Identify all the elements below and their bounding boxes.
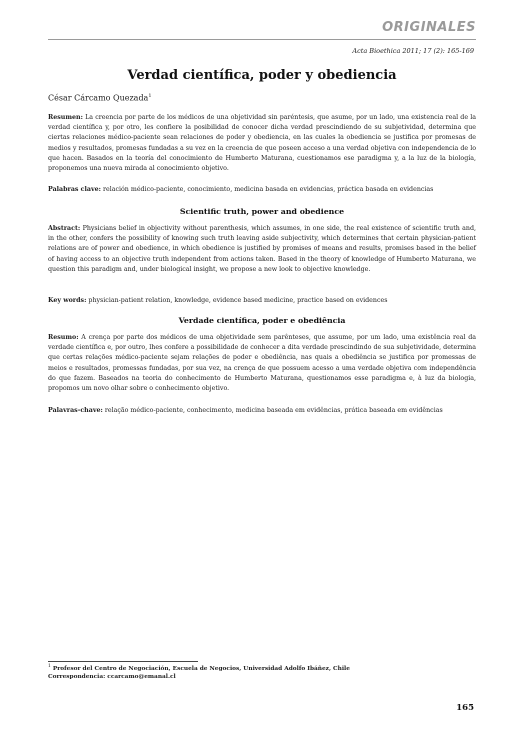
affiliation-text: Profesor del Centro de Negociación, Escuela de Negocios, Universidad Adolfo Ibáñez, Chile [50, 665, 350, 672]
article-title: Verdad científica, poder y obediencia [127, 68, 397, 83]
correspondence-email: ccarcamo@emanal.cl [105, 674, 176, 680]
page-number: 165 [456, 703, 474, 713]
abstract-es [48, 113, 476, 174]
footnote-marker: 1 [48, 664, 51, 669]
abstract-es-lead: Resumen: [48, 114, 83, 121]
abstract-pt-lead: Resumo: [48, 334, 79, 341]
keywords-es-lead: Palabras clave: [48, 186, 101, 193]
footnote-correspondence [48, 674, 176, 680]
keywords-pt-text: relação médico-paciente, conhecimento, medicina baseada em evidências, prática baseada em evidências [102, 407, 443, 414]
author-line [48, 93, 152, 103]
keywords-es [48, 185, 476, 195]
author-name: César Cárcamo Quezada [48, 93, 149, 103]
header-rule [48, 39, 476, 40]
abstract-es-text: La creencia por parte de los médicos de una objetividad sin paréntesis, que asume, por un lado, una existencia real de la verdad científica y, por otro, les confiere la posibilidad de conocer dicha verdad prescindiendo de su subjetividad, determina que ciertas relaciones médico-paciente sean relaciones de poder y obediencia, en las cuales la obediencia se justifica por promesas de medios y resultados, promesas fundadas a su vez en la creencia de que poseen acceso a una verdad objetiva con independencia de lo que hacen. Basados en la teoría del conocimiento de Humberto Maturana, cuestionamos ese paradigma y, a la luz de la biología, proponemos una nueva mirada al conocimiento objetivo. [48, 114, 476, 173]
abstract-en [48, 224, 476, 275]
abstract-pt [48, 333, 476, 394]
keywords-pt-lead: Palavras-chave: [48, 407, 103, 414]
journal-citation: Acta Bioethica 2011; 17 (2): 165-169 [352, 47, 474, 55]
abstract-pt-heading: Verdade científica, poder e obediência [178, 316, 346, 325]
abstract-en-heading: Scientific truth, power and obedience [179, 207, 345, 216]
footnote-affiliation [48, 664, 350, 672]
footnote-rule [48, 661, 198, 662]
abstract-en-lead: Abstract: [48, 225, 81, 232]
abstract-pt-text: A crença por parte dos médicos de uma objetividade sem parênteses, que assume, por um lado, uma existência real da verdade científica e, por outro, lhes confere a possibilidade de conhecer a dita verdade prescindindo de sua subjetividade, determina que certas relações médico-paciente sejam relações de poder e obediência, nas quais a obediência se justifica por promessas de meios e resultados, promessas fundadas, por sua vez, na crença de que possuem acesso a uma verdade objetiva com independência do que fazem. Baseados na teoria do conhecimento de Humberto Maturana, questionamos esse paradigma e, à luz da biologia, propomos um novo olhar sobre o conhecimento objetivo. [48, 334, 476, 393]
keywords-pt [48, 406, 476, 416]
author-footnote-marker: 1 [148, 93, 152, 99]
keywords-en-text: physician-patient relation, knowledge, evidence based medicine, practice based on evidences [86, 297, 388, 304]
correspondence-lead: Correspondencia: [48, 674, 106, 680]
keywords-en [48, 296, 476, 306]
section-label: ORIGINALES [382, 20, 476, 35]
keywords-es-text: relación médico-paciente, conocimiento, medicina basada en evidencias, práctica basada en evidencias [100, 186, 434, 193]
keywords-en-lead: Key words: [48, 297, 87, 304]
abstract-en-text: Physicians belief in objectivity without parenthesis, which assumes, in one side, the real existence of scientific truth and, in the other, confers the possibility of knowing such truth leaving aside subjectivity, which determines that certain physician-patient relations are of power and obedience, in which obedience is justified by promises of means and results, promises based in the belief of having access to an objective truth independent from actions taken. Based in the theory of knowledge of Humberto Maturana, we question this paradigm and, under biological insight, we propose a new look to objective knowledge. [48, 225, 476, 273]
